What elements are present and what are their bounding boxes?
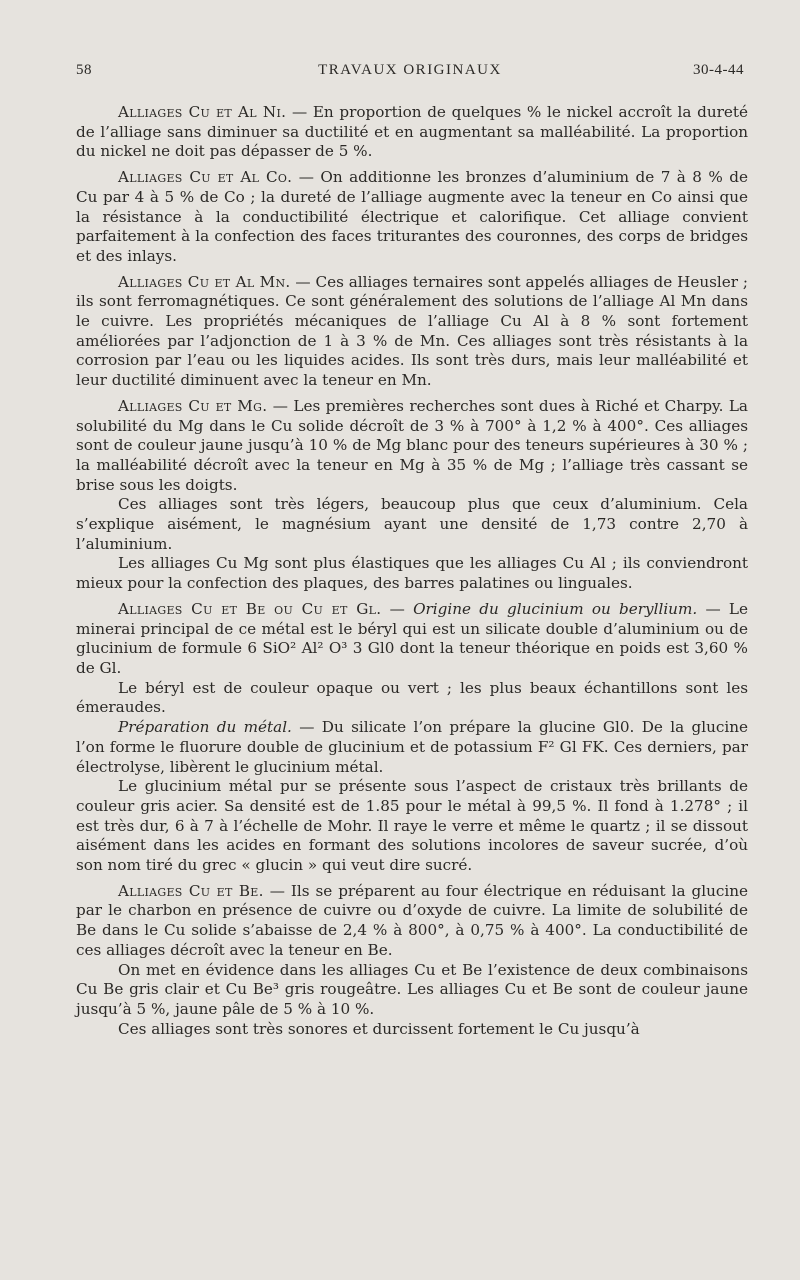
- paragraph-text: Le béryl est de couleur opaque ou vert ; les plus beaux échantillons sont les émeraudes.: [76, 678, 748, 717]
- journal-title: TRAVAUX ORIGINAUX: [318, 62, 502, 78]
- paragraph-text: — Ces alliages ternaires sont appelés alliages de Heusler ; ils sont ferromagnétiques. Ce sont généralement des solutions de l’alliage Al Mn dans le cuivre. Les propriétés mécaniques de l’alliage Cu Al à 8 % sont fortement améliorées par l’adjonction de 1 à 3 % de Mn. Ces alliages sont très résistants à la corrosion par l’eau ou les liquides acides. Ils sont très durs, mais leur malléabilité et leur ductilité diminuent avec la teneur en Mn.: [76, 272, 748, 390]
- section-heading: Alliages Cu et Al Ni.: [118, 103, 287, 121]
- paragraph-alliages-cu-al-ni: [76, 103, 748, 162]
- section-heading: Alliages Cu et Al Co.: [118, 168, 293, 187]
- paragraph-alliages-cu-al-co: [76, 168, 748, 267]
- italic-subheading: Origine du glucinium ou beryllium.: [413, 599, 698, 618]
- paragraph-beryl: [76, 679, 748, 718]
- paragraph-text: Les alliages Cu Mg sont plus élastiques que les alliages Cu Al ; ils conviendront mieux pour la confection des plaques, des barres palatines ou linguales.: [76, 554, 748, 593]
- paragraph-alliages-cu-mg: [76, 397, 748, 496]
- section-heading: Alliages Cu et Al Mn.: [118, 272, 291, 291]
- running-head: [76, 62, 744, 84]
- italic-subheading: Préparation du métal.: [118, 718, 292, 737]
- paragraph-alliages-cu-al-mn: [76, 273, 748, 391]
- page-number: 58: [76, 62, 92, 78]
- paragraph-cu-mg-legers: [76, 495, 748, 554]
- paragraph-text: Ces alliages sont très légers, beaucoup plus que ceux d’aluminium. Cela s’explique aisément, le magnésium ayant une densité de 1,73 contre 2,70 à l’aluminium.: [76, 495, 748, 553]
- paragraph-text: — Le minerai principal de ce métal est le béryl qui est un silicate double d’aluminium ou de glucinium de formule 6 SiO² Al² O³ 3 Gl0 dont la teneur théorique en poids est 3,60 % de Gl.: [76, 599, 749, 677]
- paragraph-text: Le glucinium métal pur se présente sous l’aspect de cristaux très brillants de couleur gris acier. Sa densité est de 1.85 pour le métal à 99,5 %. Il fond à 1.278° ; il est très dur, 6 à 7 à l’échelle de Mohr. Il raye le verre et même le quartz ; il se dissout aisément dans les acides en formant des solutions incolores de saveur sucrée, d’où son nom tiré du grec « glucin » qui veut dire sucré.: [76, 777, 748, 875]
- paragraph-preparation-metal: [76, 718, 748, 777]
- paragraph-sonores: [76, 1020, 748, 1040]
- paragraph-text: Ces alliages sont très sonores et durcissent fortement le Cu jusqu’à: [118, 1019, 640, 1038]
- paragraph-alliages-cu-be-gl: Alliages Cu et Be ou Cu et Gl. — Origine du glucinium ou beryllium. — Le minerai principal de ce métal est le béryl qui est un silicate double d’aluminium ou de glucinium de formule 6 SiO² Al² O³ 3 Gl0 dont la teneur théorique en poids est 3,60 % de Gl.: [76, 599, 749, 677]
- paragraph-text: — Du silicate l’on prépare la glucine Gl0. De la glucine l’on forme le fluorure double de glucinium et de potassium F² Gl FK. Ces derniers, par électrolyse, libèrent le glucinium métal.: [76, 718, 748, 776]
- paragraph-alliages-cu-be: [76, 882, 748, 961]
- paragraph-text: — On additionne les bronzes d’aluminium de 7 à 8 % de Cu par 4 à 5 % de Co ; la dureté de l’alliage augmente avec la teneur en Co ainsi que la résistance à la conductibilité électrique et calorifique. Cet alliage convient parfaitement à la confection des faces triturantes des couronnes, des corps de bridges et des inlays.: [76, 168, 749, 265]
- paragraph-glucinium-pur: [76, 777, 748, 876]
- paragraph-text: On met en évidence dans les alliages Cu et Be l’existence de deux combinaisons Cu Be gris clair et Cu Be³ gris rougeâtre. Les alliages Cu et Be sont de couleur jaune jusqu’à 5 %, jaune pâle de 5 % à 10 %.: [76, 960, 748, 1018]
- issue-date: 30-4-44: [693, 62, 744, 78]
- section-heading: Alliages Cu et Be ou Cu et Gl.: [118, 599, 382, 618]
- section-heading: Alliages Cu et Be.: [118, 881, 264, 900]
- article-body: [76, 103, 748, 1039]
- paragraph-text: — En proportion de quelques % le nickel accroît la dureté de l’alliage sans diminuer sa ductilité et en augmentant sa malléabilité. La proportion du nickel ne doit pas dépasser de 5 %.: [76, 103, 749, 161]
- paragraph-text: — Les premières recherches sont dues à Riché et Charpy. La solubilité du Mg dans le Cu solide décroît de 3 % à 700° à 1,2 % à 400°. Ces alliages sont de couleur jaune jusqu’à 10 % de Mg blanc pour des teneurs supérieures à 30 % ; la malléabilité décroît avec la teneur en Mg à 35 % de Mg ; l’alliage très cassant se brise sous les doigts.: [76, 396, 748, 494]
- section-heading: Alliages Cu et Mg.: [118, 396, 268, 415]
- paragraph-text: — Ils se préparent au four électrique en réduisant la glucine par le charbon en présence de cuivre ou d’oxyde de cuivre. La limite de solubilité de Be dans le Cu solide s’abaisse de 2,4 % à 800°, à 0,75 % à 400°. La conductibilité de ces alliages décroît avec la teneur en Be.: [76, 881, 748, 959]
- paragraph-cu-mg-elastiques: [76, 554, 748, 593]
- paragraph-combinaisons: [76, 961, 748, 1020]
